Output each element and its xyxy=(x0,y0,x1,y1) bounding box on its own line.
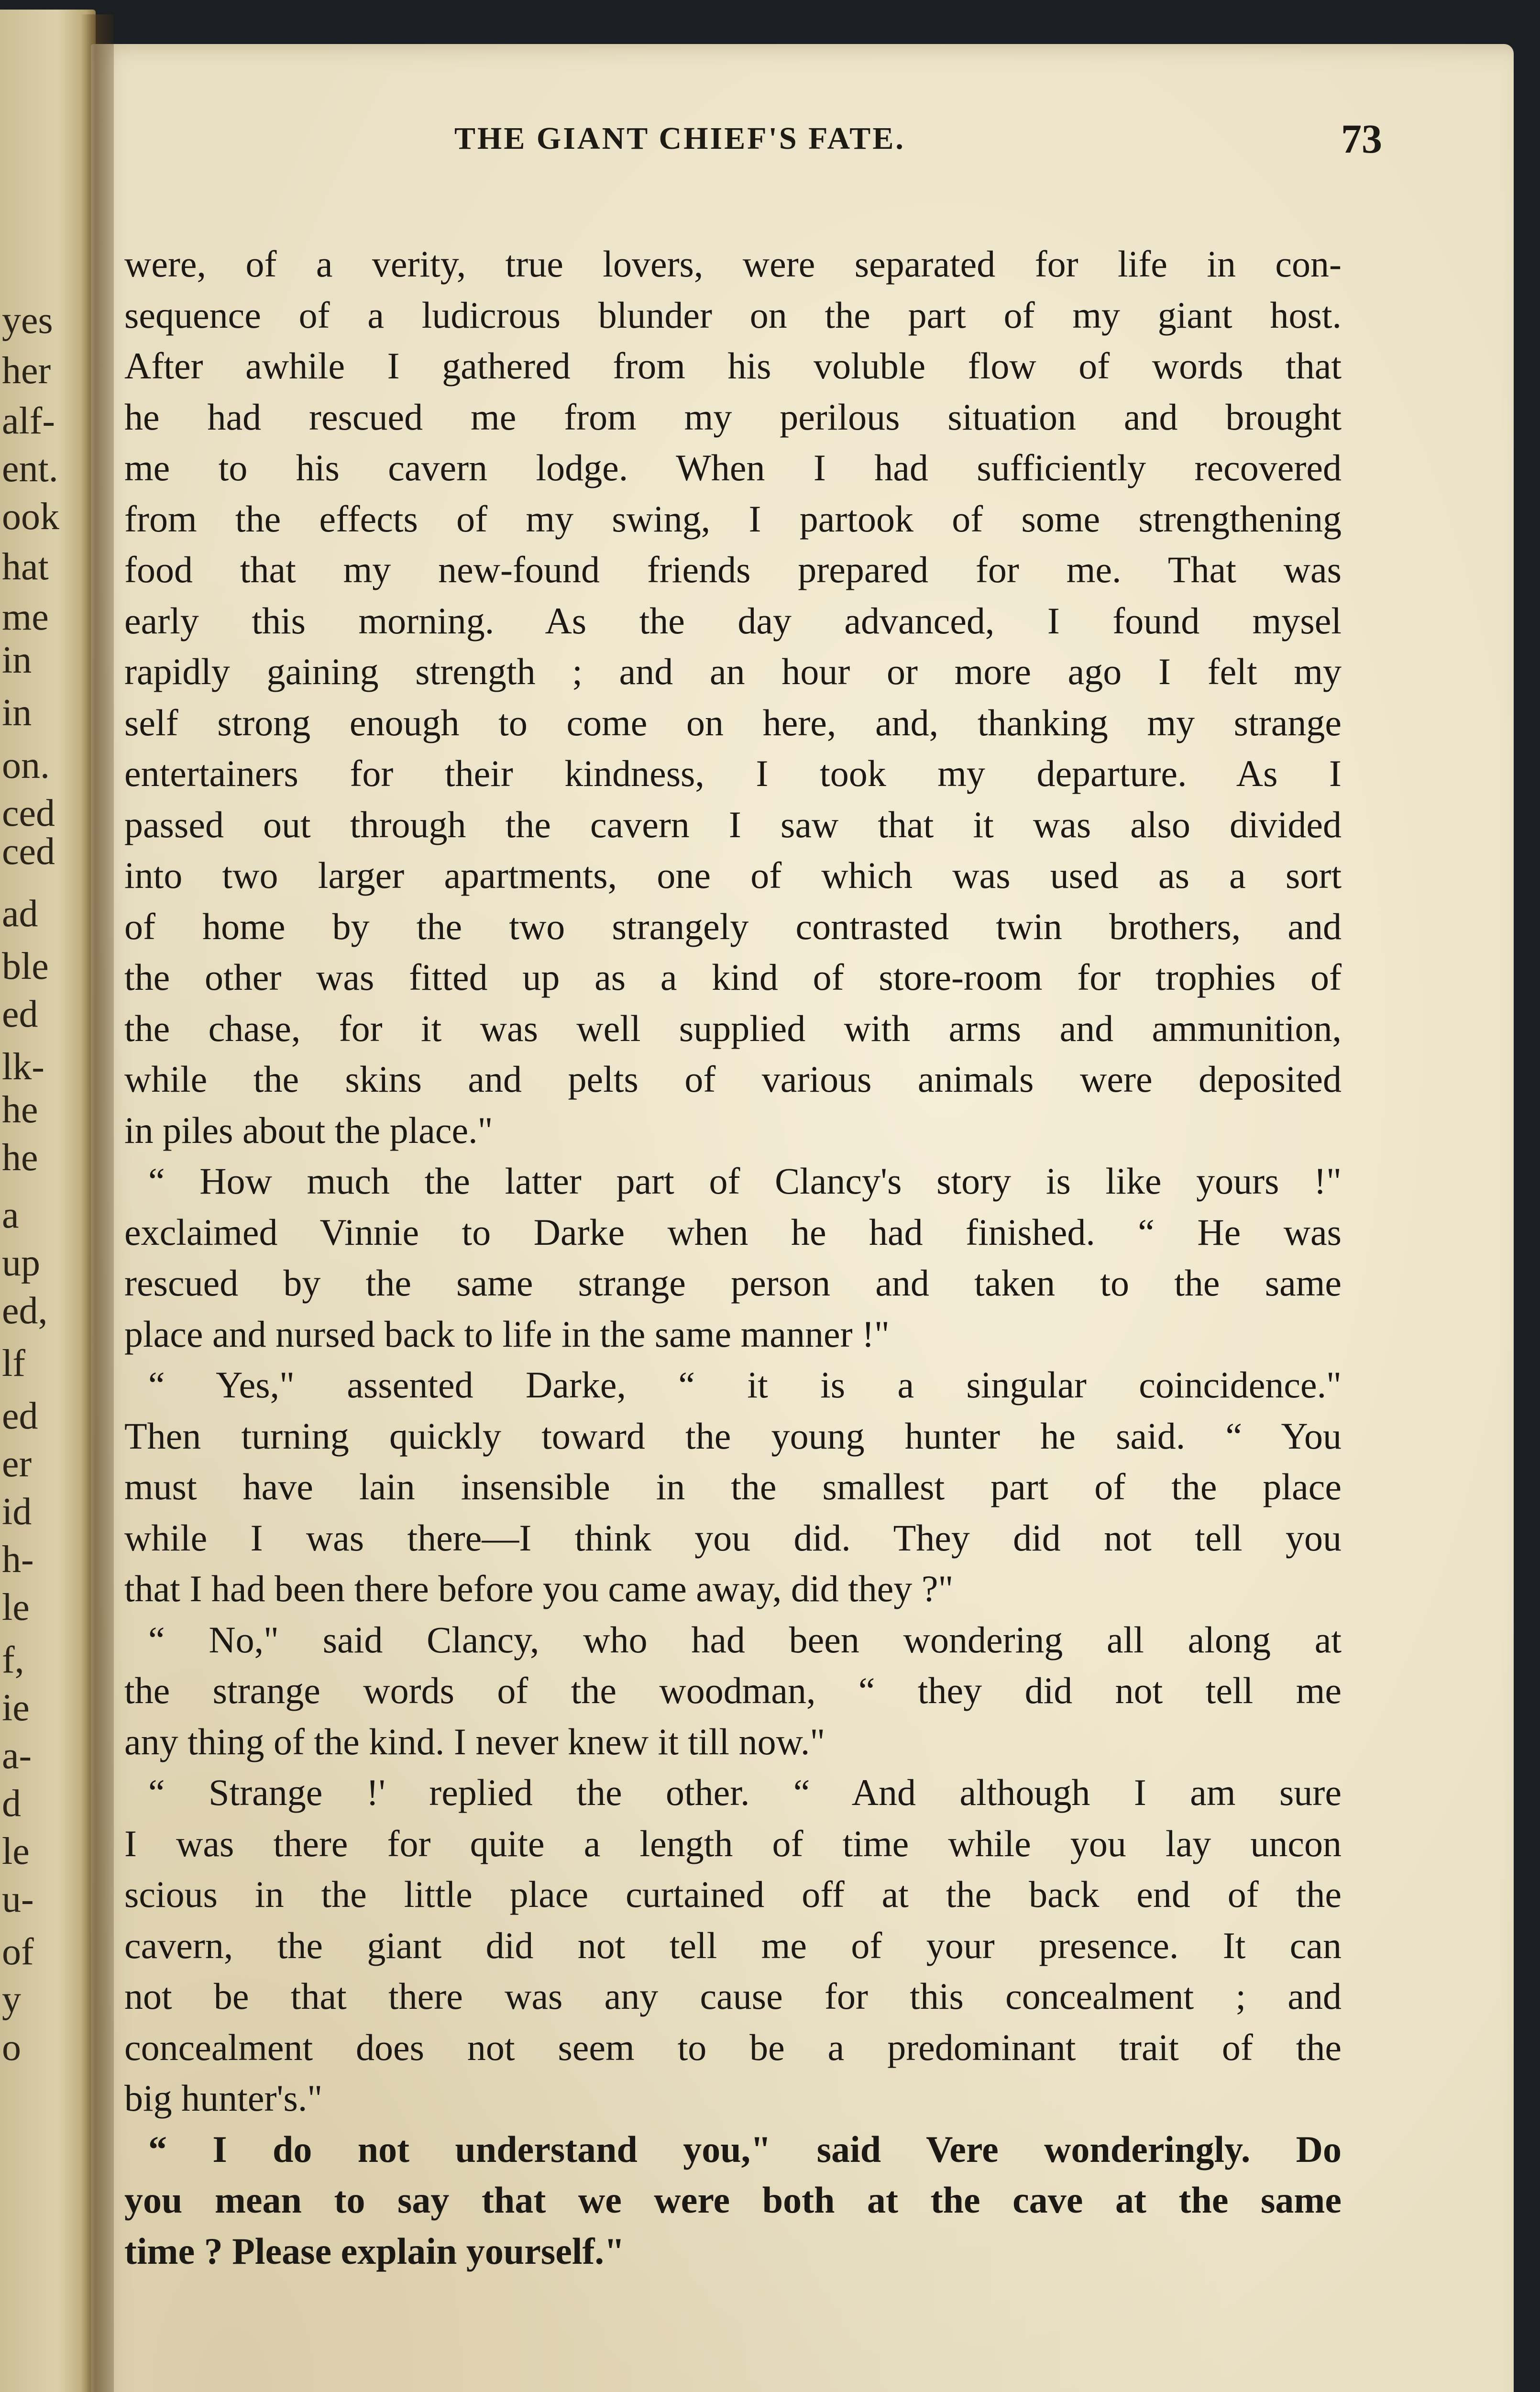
left-page-fragment: id xyxy=(2,1491,32,1533)
text-line: the chase, for it was well supplied with arms and ammunition, xyxy=(124,1008,1342,1049)
text-line: any thing of the kind. I never knew it till now." xyxy=(124,1721,825,1762)
text-line: of home by the two strangely contrasted twin brothers, and xyxy=(124,906,1342,947)
left-page-fragment: up xyxy=(2,1242,40,1284)
left-page-fragment: he xyxy=(2,1089,38,1131)
text-line: place and nursed back to life in the same manner !" xyxy=(124,1313,890,1355)
left-page-fragment: me xyxy=(2,596,49,638)
text-line: into two larger apartments, one of which was used as a sort xyxy=(124,854,1342,896)
left-page-fragment: er xyxy=(2,1443,32,1485)
text-line: scious in the little place curtained off at the back end of the xyxy=(124,1873,1342,1915)
text-line: After awhile I gathered from his voluble flow of words that xyxy=(124,345,1342,387)
text-line: big hunter's." xyxy=(124,2077,323,2119)
text-line: while I was there—I think you did. They did not tell you xyxy=(124,1517,1342,1559)
text-line: concealment does not seem to be a predominant trait of the xyxy=(124,2027,1342,2068)
text-line: entertainers for their kindness, I took my departure. As I xyxy=(124,753,1342,794)
text-line: “ No," said Clancy, who had been wondering all along at xyxy=(148,1619,1342,1661)
left-page-fragment: of xyxy=(2,1931,34,1973)
left-page-fragment: on. xyxy=(2,744,50,786)
left-page-fragment: alf- xyxy=(2,400,55,442)
text-line: “ I do not understand you," said Vere wonderingly. Do xyxy=(148,2128,1342,2170)
left-page-fragment: lf xyxy=(2,1342,25,1384)
text-line: sequence of a ludicrous blunder on the part of my giant host. xyxy=(124,294,1342,336)
text-line: exclaimed Vinnie to Darke when he had finished. “ He was xyxy=(124,1211,1342,1253)
text-line: “ Yes," assented Darke, “ it is a singular coincidence." xyxy=(148,1364,1342,1406)
left-page-fragment: a- xyxy=(2,1735,32,1777)
left-page-fragment: ook xyxy=(2,496,59,538)
left-page-fragment: he xyxy=(2,1137,38,1179)
text-line: food that my new-found friends prepared for me. That was xyxy=(124,549,1342,590)
page-number: 73 xyxy=(1341,116,1382,162)
left-page-fragment: her xyxy=(2,350,51,392)
text-line: must have lain insensible in the smallest part of the place xyxy=(124,1466,1342,1507)
text-line: the strange words of the woodman, “ they did not tell me xyxy=(124,1670,1342,1711)
left-page-fragment: ed xyxy=(2,1395,38,1437)
text-line: me to his cavern lodge. When I had sufficiently recovered xyxy=(124,447,1342,488)
text-line: from the effects of my swing, I partook of some strengthening xyxy=(124,498,1342,540)
left-page-fragment: o xyxy=(2,2027,21,2069)
left-page-fragment: ed xyxy=(2,993,38,1035)
text-line: while the skins and pelts of various animals were deposited xyxy=(124,1058,1342,1100)
left-page-fragment: hat xyxy=(2,546,49,588)
left-page-fragment: in xyxy=(2,639,32,681)
left-page-fragment: yes xyxy=(2,299,53,342)
left-page-fragment: lk- xyxy=(2,1046,44,1088)
left-page-fragment: ad xyxy=(2,893,38,935)
page-gutter-shadow xyxy=(80,14,114,2392)
left-page-fragment: ced xyxy=(2,792,55,834)
left-page-fragment: y xyxy=(2,1979,21,2021)
text-line: rescued by the same strange person and taken to the same xyxy=(124,1262,1342,1304)
text-line: you mean to say that we were both at the cave at the same xyxy=(124,2179,1342,2221)
left-page-fragment: le xyxy=(2,1830,30,1872)
text-line: that I had been there before you came away, did they ?" xyxy=(124,1568,954,1609)
text-line: not be that there was any cause for this concealment ; and xyxy=(124,1975,1342,2017)
text-line: time ? Please explain yourself." xyxy=(124,2230,625,2272)
left-page-fragment: ent. xyxy=(2,448,58,490)
left-page-fragment: ed, xyxy=(2,1290,48,1332)
text-line: rapidly gaining strength ; and an hour or more ago I felt my xyxy=(124,651,1342,692)
text-line: cavern, the giant did not tell me of your presence. It can xyxy=(124,1925,1342,1966)
text-line: “ How much the latter part of Clancy's story is like yours !" xyxy=(148,1160,1342,1202)
text-line: I was there for quite a length of time while you lay uncon xyxy=(124,1823,1342,1864)
text-line: passed out through the cavern I saw that it was also divided xyxy=(124,804,1342,845)
left-page-fragment: d xyxy=(2,1783,21,1825)
left-page-fragment: ced xyxy=(2,831,55,873)
text-line: in piles about the place." xyxy=(124,1109,493,1151)
running-head: THE GIANT CHIEF'S FATE. xyxy=(454,121,905,156)
text-line: self strong enough to come on here, and, thanking my strange xyxy=(124,702,1342,743)
text-line: he had rescued me from my perilous situation and brought xyxy=(124,396,1342,438)
text-line: Then turning quickly toward the young hunter he said. “ You xyxy=(124,1415,1342,1457)
text-line: early this morning. As the day advanced, I found mysel xyxy=(124,600,1342,642)
left-page-fragment: u- xyxy=(2,1878,34,1920)
left-page-fragment: a xyxy=(2,1194,19,1236)
left-page-fragment: ie xyxy=(2,1687,30,1729)
left-page-fragment: le xyxy=(2,1586,30,1628)
left-page-fragment: in xyxy=(2,692,32,734)
left-page-fragment: ble xyxy=(2,945,49,987)
text-line: the other was fitted up as a kind of store-room for trophies of xyxy=(124,956,1342,998)
left-page-fragment: f, xyxy=(2,1639,24,1681)
text-line: “ Strange !' replied the other. “ And although I am sure xyxy=(148,1772,1342,1813)
body-text xyxy=(91,44,1514,2392)
text-line: were, of a verity, true lovers, were separated for life in con- xyxy=(124,243,1342,285)
left-page-fragment: h- xyxy=(2,1539,34,1581)
book-page xyxy=(91,44,1514,2392)
